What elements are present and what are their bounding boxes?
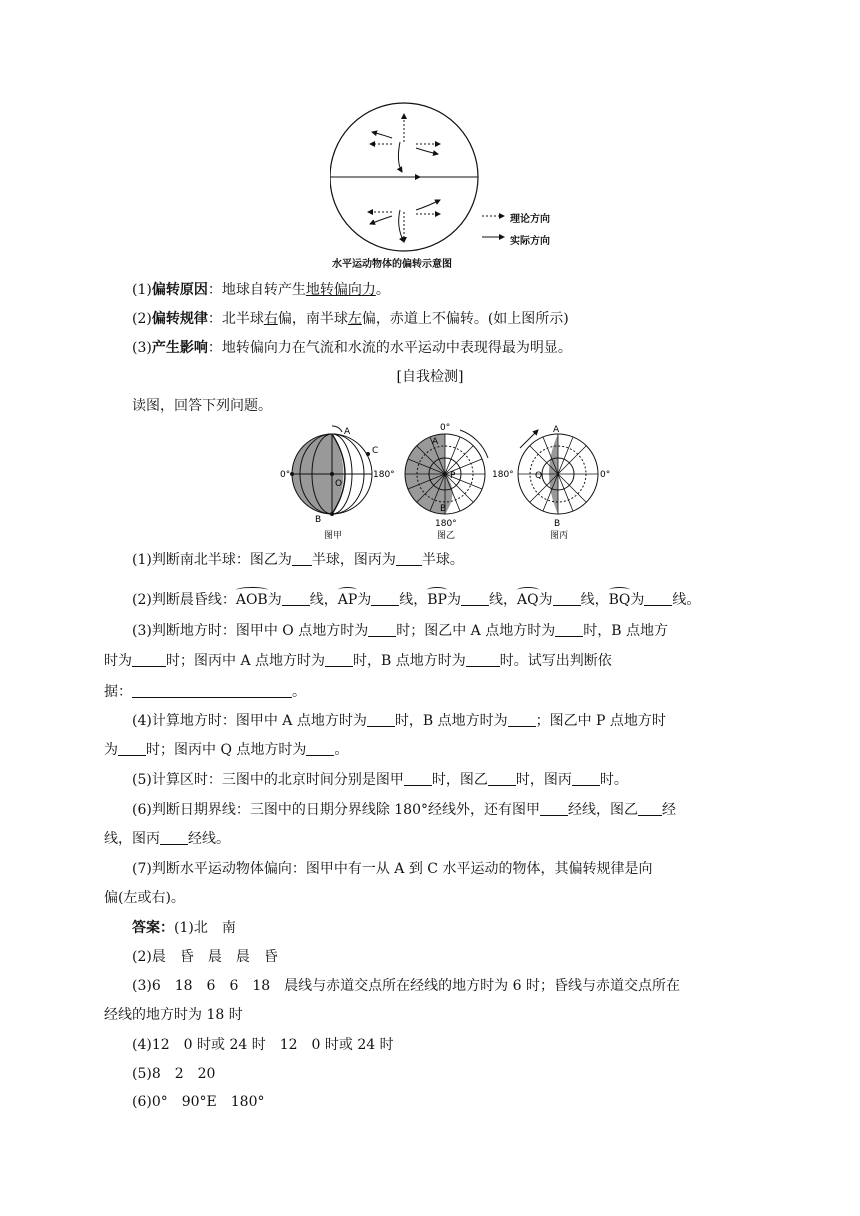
item-text: 偏，南半球 bbox=[277, 311, 348, 327]
deflection-diagram bbox=[330, 102, 600, 272]
question-5: (5)计算区时：三图中的北京时间分别是图甲 时，图乙 时，图丙 时。 bbox=[132, 772, 628, 788]
yi-label-B: B bbox=[440, 504, 447, 514]
figure-caption: 水平运动物体的偏转示意图 bbox=[332, 259, 452, 270]
yi-caption: 图乙 bbox=[437, 531, 456, 541]
question-3-line2: 时为 时；图丙中 A 点地方时为 时，B 点地方时为 时。试写出判断依 bbox=[104, 653, 612, 669]
item-number: (1) bbox=[132, 282, 152, 298]
deflection-impact bbox=[132, 339, 732, 357]
bing-label-B: B bbox=[554, 519, 561, 529]
item-number: (2) bbox=[132, 311, 152, 327]
jia-label-A: A bbox=[344, 427, 351, 437]
globe-jia bbox=[290, 426, 372, 516]
item-text: 偏，赤道上不偏转。(如上图所示) bbox=[361, 311, 569, 327]
bing-label-right: 0° bbox=[600, 470, 611, 480]
bing-label-left: 180° bbox=[492, 470, 514, 480]
answer-5: (5)8 2 20 bbox=[132, 1066, 216, 1082]
item-label: 产生影响 bbox=[151, 340, 208, 356]
jia-label-B: B bbox=[315, 515, 322, 525]
yi-label-bottom: 180° bbox=[435, 519, 457, 529]
deflection-cause bbox=[132, 281, 732, 299]
jia-label-left: 0° bbox=[280, 470, 291, 480]
underlined-term: 左 bbox=[347, 311, 362, 327]
self-check-intro: 读图，回答下列问题。 bbox=[132, 398, 272, 414]
globe-bing bbox=[518, 430, 598, 514]
bing-label-Q: Q bbox=[535, 471, 543, 481]
bing-label-A: A bbox=[553, 425, 560, 435]
yi-label-A: A bbox=[432, 437, 439, 447]
item-text: ：地球自转产生 bbox=[207, 282, 306, 298]
item-text: ：北半球 bbox=[207, 311, 264, 327]
item-number: (3) bbox=[132, 340, 152, 356]
globe-figures bbox=[280, 422, 620, 542]
question-4-line2: 为 时；图丙中 Q 点地方时为 。 bbox=[104, 742, 349, 758]
question-7-line1: (7)判断水平运动物体偏向：图甲中有一从 A 到 C 水平运动的物体，其偏转规律是向 bbox=[132, 861, 653, 877]
question-4-line1: (4)计算地方时：图甲中 A 点地方时为 时，B 点地方时为 ；图乙中 P 点地方时 bbox=[132, 713, 666, 729]
deflection-rule bbox=[132, 310, 732, 328]
jia-label-O: O bbox=[335, 479, 343, 489]
item-label: 偏转原因 bbox=[151, 282, 208, 298]
underlined-term: 右 bbox=[263, 311, 278, 327]
question-1: (1)判断南北半球：图乙为 半球，图丙为 半球。 bbox=[132, 552, 464, 568]
question-7-line2: 偏(左或右)。 bbox=[104, 890, 185, 906]
answer-3-line2: 经线的地方时为 18 时 bbox=[104, 1007, 243, 1023]
self-check-title: [自我检测] bbox=[396, 369, 464, 385]
legend-actual: 实际方向 bbox=[510, 236, 550, 247]
answer-text: (1)北 南 bbox=[174, 920, 236, 936]
jia-label-C: C bbox=[372, 446, 379, 456]
question-3-line3: 据： 。 bbox=[104, 684, 306, 700]
question-6-line2: 线，图丙 经线。 bbox=[104, 831, 230, 847]
item-label: 偏转规律 bbox=[151, 311, 208, 327]
question-3-line1: (3)判断地方时：图甲中 O 点地方时为 时；图乙中 A 点地方时为 时，B 点地方 bbox=[132, 623, 668, 639]
bing-caption: 图丙 bbox=[550, 531, 569, 541]
underlined-term: 地转偏向力 bbox=[305, 282, 376, 298]
yi-label-P: P bbox=[450, 471, 456, 481]
item-text: ：地转偏向力在气流和水流的水平运动中表现得最为明显。 bbox=[207, 340, 572, 356]
answer-1 bbox=[132, 919, 732, 937]
yi-label-top: 0° bbox=[440, 423, 451, 433]
answer-6: (6)0° 90°E 180° bbox=[132, 1094, 265, 1110]
legend-theory: 理论方向 bbox=[510, 214, 550, 225]
jia-label-right: 180° bbox=[373, 470, 395, 480]
answer-2: (2)晨 昏 晨 晨 昏 bbox=[132, 949, 278, 965]
question-2: (2)判断晨昏线：AOB为 线，AP为 线，BP为 线，AQ为 线，BQ为 线。 bbox=[132, 592, 701, 608]
answer-3-line1: (3)6 18 6 6 18 晨线与赤道交点所在经线的地方时为 6 时；昏线与赤道交点所在 bbox=[132, 978, 680, 994]
answer-label: 答案： bbox=[132, 920, 174, 936]
figure-legend bbox=[480, 209, 550, 253]
item-text: 。 bbox=[375, 282, 390, 298]
jia-caption: 图甲 bbox=[324, 531, 343, 541]
question-6-line1: (6)判断日期界线：三图中的日期分界线除 180°经线外，还有图甲 经线，图乙 经 bbox=[132, 802, 677, 818]
globe-yi bbox=[405, 430, 488, 514]
answer-4: (4)12 0 时或 24 时 12 0 时或 24 时 bbox=[132, 1037, 394, 1053]
